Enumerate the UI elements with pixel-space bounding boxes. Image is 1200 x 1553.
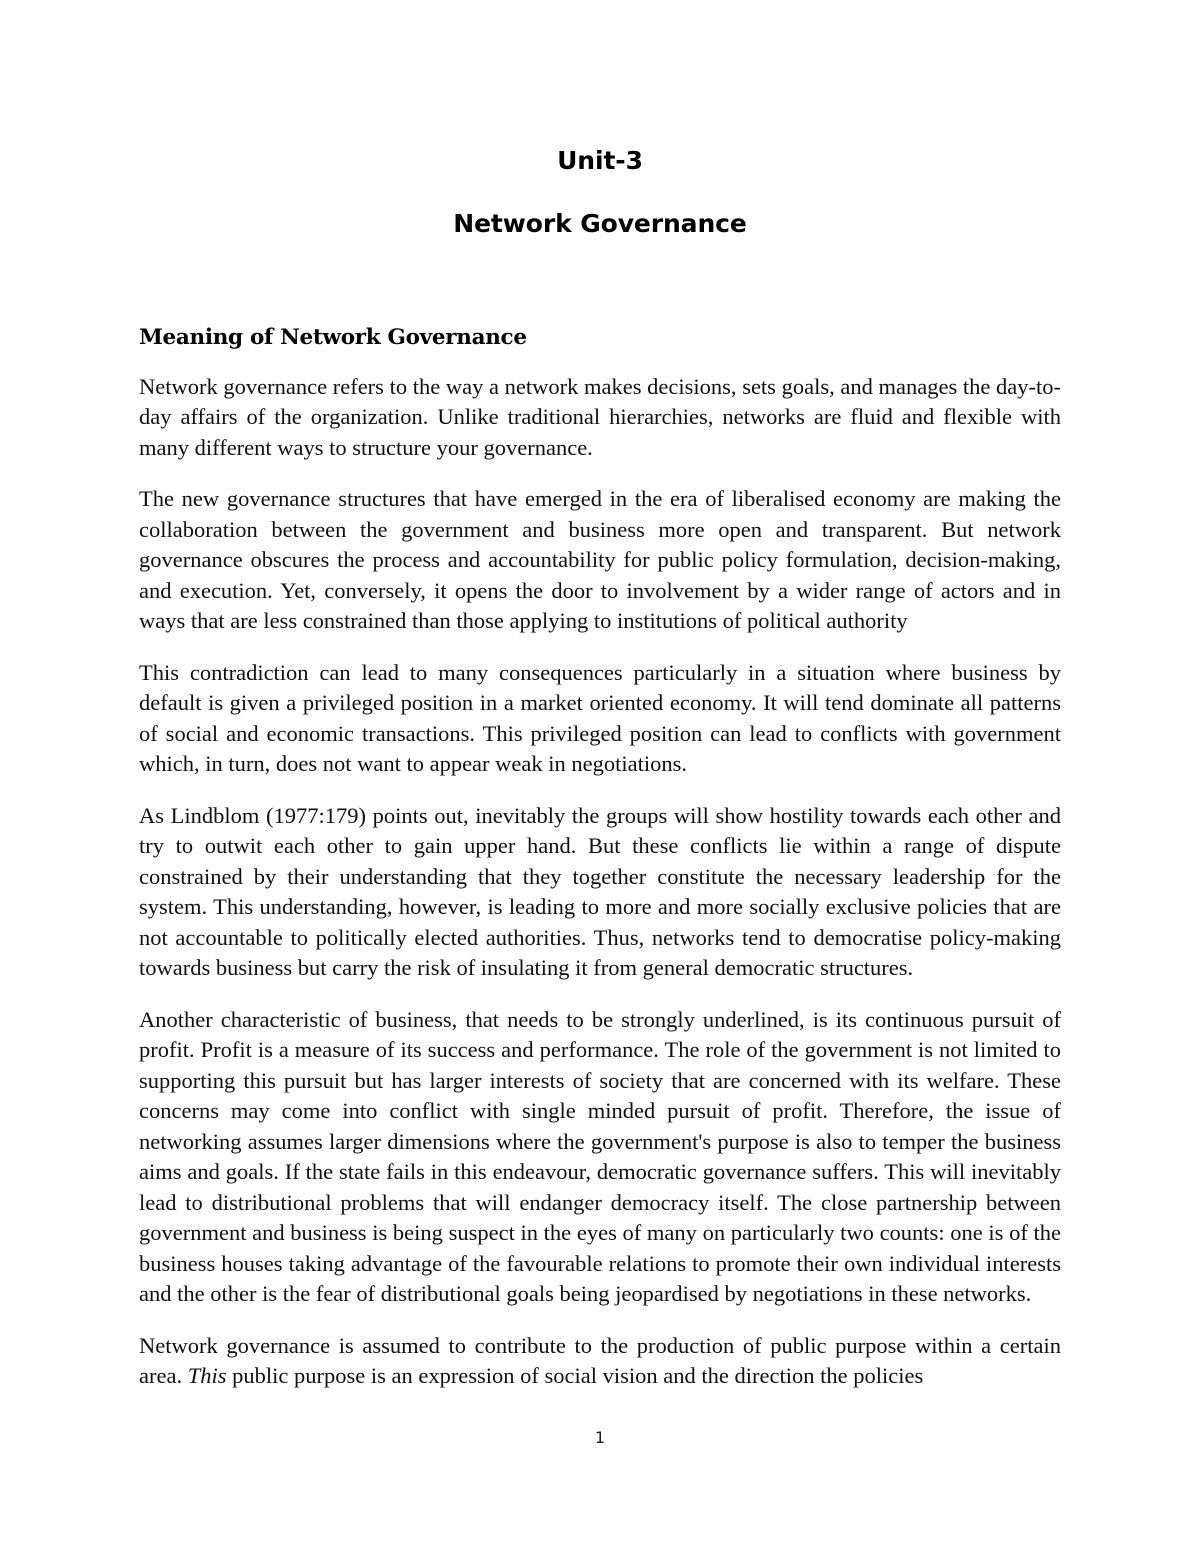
section-heading: Meaning of Network Governance (139, 325, 527, 350)
body-paragraph: Another characteristic of business, that needs to be strongly underlined, is its continuous pursuit of profit. Profit is a measure of its success and performance. The role of the government is not limited to supporting this pursuit but has larger interests of society that are concerned with its welfare. These concerns may come into conflict with single minded pursuit of profit. Therefore, the issue of networking assumes larger dimensions where the government's purpose is also to temper the business aims and goals. If the state fails in this endeavour, democratic governance suffers. This will inevitably lead to distributional problems that will endanger democracy itself. The close partnership between government and business is being suspect in the eyes of many on particularly two counts: one is of the business houses taking advantage of the favourable relations to promote their own individual interests and the other is the fear of distributional goals being jeopardised by negotiations in these networks. (139, 1006, 1061, 1307)
document-content (139, 0, 1061, 1392)
final-paragraph-lead: Network governance is assumed to contribute to the production of public purpose within a certain area. (139, 1332, 1061, 1389)
page-title: Unit-3 (557, 146, 643, 175)
body-paragraph-final (139, 1310, 1061, 1392)
final-paragraph-emphasis: This (187, 1363, 227, 1389)
body-paragraph: The new governance structures that have emerged in the era of liberalised economy are making the collaboration between the government and business more open and transparent. But network governance obscures the process and accountability for public policy formulation, decision-making, and execution. Yet, conversely, it opens the door to involvement by a wider range of actors and in ways that are less constrained than those applying to institutions of political authority (139, 486, 1061, 634)
body-paragraph: Network governance refers to the way a network makes decisions, sets goals, and manages the day-to-day affairs of the organization. Unlike traditional hierarchies, networks are fluid and flexible with many different ways to structure your governance. (139, 373, 1061, 460)
final-paragraph-tail: public purpose is an expression of social vision and the direction the policies (226, 1363, 924, 1389)
body-paragraph: This contradiction can lead to many consequences particularly in a situation where business by default is given a privileged position in a market oriented economy. It will tend dominate all patterns of social and economic transactions. This privileged position can lead to conflicts with government which, in turn, does not want to appear weak in negotiations. (139, 659, 1061, 777)
page-number: 1 (594, 1428, 606, 1447)
body-paragraph: As Lindblom (1977:179) points out, inevitably the groups will show hostility towards each other and try to outwit each other to gain upper hand. But these conflicts lie within a range of dispute constrained by their understanding that they together constitute the necessary leadership for the system. This understanding, however, is leading to more and more socially exclusive policies that are not accountable to politically elected authorities. Thus, networks tend to democratise policy-making towards business but carry the risk of insulating it from general democratic structures. (139, 802, 1061, 981)
page-subtitle: Network Governance (453, 209, 747, 238)
